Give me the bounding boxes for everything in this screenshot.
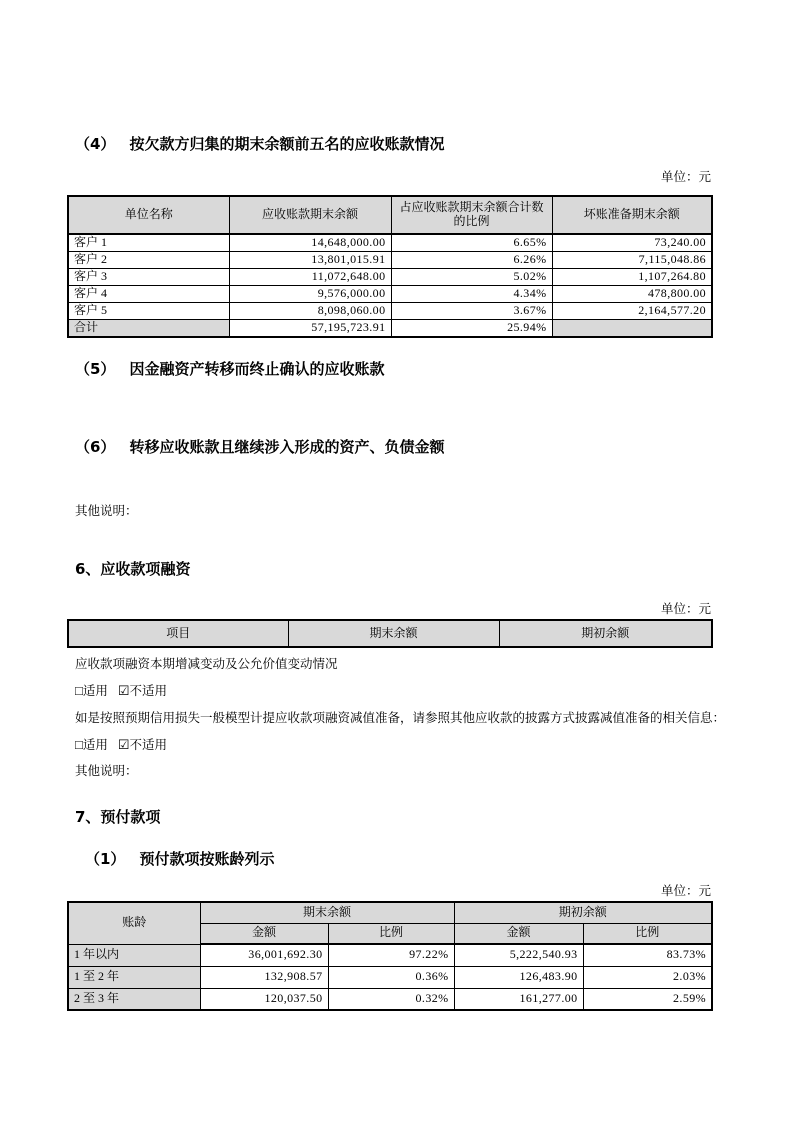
customer-name: 客户 1 (68, 234, 229, 251)
table-row (68, 966, 712, 988)
col-header-unit-name: 单位名称 (68, 196, 229, 234)
heading-prepayments-by-age (85, 848, 274, 869)
beginning-amount: 126,483.90 (454, 966, 583, 988)
table-row (68, 285, 712, 302)
ending-amount: 36,001,692.30 (200, 944, 328, 966)
receivables-financing-table (67, 619, 713, 648)
impairment-note: 如是按照预期信用损失一般模型计提应收款项融资减值准备，请参照其他应收款的披露方式披露减值准备的相关信息： (75, 711, 726, 725)
table-row (68, 944, 712, 966)
table-header-row (68, 196, 712, 234)
not-applicable-label: 不适用 (129, 738, 168, 752)
ratio: 6.65% (391, 234, 552, 251)
bad-debt-reserve: 1,107,264.80 (552, 268, 712, 285)
col-header-ending-balance: 期末余额 (288, 620, 499, 647)
age-label: 2 至 3 年 (68, 988, 200, 1010)
table-row (68, 251, 712, 268)
applicability-line (75, 681, 167, 699)
ending-balance: 8,098,060.00 (229, 302, 391, 319)
ending-balance: 11,072,648.00 (229, 268, 391, 285)
total-bad-debt (552, 319, 712, 336)
table-row (68, 234, 712, 251)
bad-debt-reserve: 73,240.00 (552, 234, 712, 251)
heading-title: 因金融资产转移而终止确认的应收账款 (129, 360, 385, 378)
heading-number: （1） (85, 850, 126, 868)
total-label: 合计 (68, 319, 229, 336)
col-header-amount: 金额 (454, 923, 583, 944)
customer-name: 客户 5 (68, 302, 229, 319)
applicability-line (75, 735, 167, 753)
heading-title: 按欠款方归集的期末余额前五名的应收账款情况 (129, 135, 445, 153)
heading-derecognized-receivables (75, 358, 384, 379)
unit-label: 单位：元 (660, 884, 711, 898)
other-notes-label: 其他说明： (75, 504, 138, 518)
checkbox-checked-icon: ☑ (117, 737, 130, 752)
applicable-label: 适用 (82, 738, 108, 752)
total-ratio: 25.94% (391, 319, 552, 336)
ending-ratio: 0.36% (328, 966, 454, 988)
prepayments-aging-table (67, 901, 713, 1011)
beginning-amount: 161,277.00 (454, 988, 583, 1010)
table-row (68, 302, 712, 319)
total-ending-balance: 57,195,723.91 (229, 319, 391, 336)
heading-number: （5） (75, 360, 116, 378)
customer-name: 客户 3 (68, 268, 229, 285)
heading-number: （6） (75, 438, 116, 456)
beginning-ratio: 83.73% (583, 944, 712, 966)
unit-label: 单位：元 (660, 602, 711, 616)
age-label: 1 至 2 年 (68, 966, 200, 988)
col-header-ending-balance: 应收账款期末余额 (229, 196, 391, 234)
ending-amount: 132,908.57 (200, 966, 328, 988)
heading-title: 预付款项按账龄列示 (139, 850, 275, 868)
col-header-bad-debt: 坏账准备期末余额 (552, 196, 712, 234)
col-header-amount: 金额 (200, 923, 328, 944)
beginning-ratio: 2.59% (583, 988, 712, 1010)
checkbox-unchecked-icon: □ (75, 737, 83, 752)
heading-title: 转移应收账款且继续涉入形成的资产、负债金额 (129, 438, 445, 456)
table-header-row (68, 620, 712, 647)
col-header-ratio: 比例 (583, 923, 712, 944)
section-receivables-financing: 6、应收款项融资 (75, 560, 191, 578)
section-prepayments: 7、预付款项 (75, 808, 161, 826)
checkbox-checked-icon: ☑ (117, 683, 130, 698)
col-header-item: 项目 (68, 620, 288, 647)
ending-amount: 120,037.50 (200, 988, 328, 1010)
beginning-ratio: 2.03% (583, 966, 712, 988)
bad-debt-reserve: 2,164,577.20 (552, 302, 712, 319)
ending-balance: 14,648,000.00 (229, 234, 391, 251)
table-row (68, 268, 712, 285)
col-header-ratio: 占应收账款期末余额合计数的比例 (391, 196, 552, 234)
ending-balance: 13,801,015.91 (229, 251, 391, 268)
table-header-group-row (68, 902, 712, 923)
heading-number: （4） (75, 135, 116, 153)
unit-label: 单位：元 (660, 170, 711, 184)
customer-name: 客户 2 (68, 251, 229, 268)
ratio: 3.67% (391, 302, 552, 319)
heading-continuing-involvement (75, 436, 444, 457)
table-row (68, 988, 712, 1010)
heading-top5-receivables (75, 133, 444, 154)
ratio: 6.26% (391, 251, 552, 268)
other-notes-label: 其他说明： (75, 764, 138, 778)
group-header-beginning: 期初余额 (454, 902, 712, 923)
ratio: 4.34% (391, 285, 552, 302)
not-applicable-label: 不适用 (129, 684, 168, 698)
customer-name: 客户 4 (68, 285, 229, 302)
col-header-beginning-balance: 期初余额 (499, 620, 712, 647)
col-header-age: 账龄 (68, 902, 200, 944)
col-header-ratio: 比例 (328, 923, 454, 944)
bad-debt-reserve: 7,115,048.86 (552, 251, 712, 268)
checkbox-unchecked-icon: □ (75, 683, 83, 698)
table-total-row (68, 319, 712, 336)
group-header-ending: 期末余额 (200, 902, 454, 923)
bad-debt-reserve: 478,800.00 (552, 285, 712, 302)
ending-ratio: 97.22% (328, 944, 454, 966)
age-label: 1 年以内 (68, 944, 200, 966)
beginning-amount: 5,222,540.93 (454, 944, 583, 966)
ending-ratio: 0.32% (328, 988, 454, 1010)
ratio: 5.02% (391, 268, 552, 285)
financing-change-note: 应收款项融资本期增减变动及公允价值变动情况 (75, 657, 338, 671)
top5-receivables-table (67, 195, 713, 338)
applicable-label: 适用 (82, 684, 108, 698)
ending-balance: 9,576,000.00 (229, 285, 391, 302)
